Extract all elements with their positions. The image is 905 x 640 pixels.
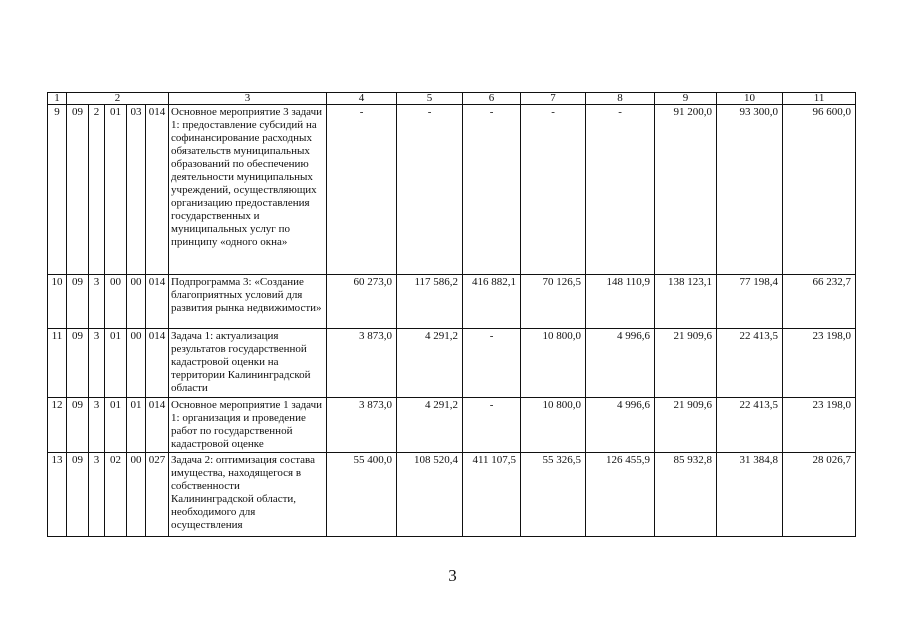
code-cell: 09 [67, 105, 89, 275]
code-cell: 01 [105, 398, 127, 453]
value-cell: 96 600,0 [783, 105, 856, 275]
value-cell: - [463, 105, 521, 275]
page-number: 3 [448, 566, 457, 585]
header-col-3: 3 [169, 93, 327, 105]
code-cell: 01 [127, 398, 146, 453]
item-name: Подпрограмма 3: «Создание благоприятных условий для развития рынка недвижимости» [169, 275, 327, 329]
header-col-2: 2 [67, 93, 169, 105]
header-row [48, 93, 856, 105]
code-cell: 00 [105, 275, 127, 329]
value-cell: 66 232,7 [783, 275, 856, 329]
value-cell: 77 198,4 [717, 275, 783, 329]
code-cell: 09 [67, 275, 89, 329]
code-cell: 09 [67, 329, 89, 398]
value-cell: - [586, 105, 655, 275]
value-cell: 55 400,0 [327, 453, 397, 537]
value-cell: 31 384,8 [717, 453, 783, 537]
value-cell: 4 996,6 [586, 329, 655, 398]
code-cell: 02 [105, 453, 127, 537]
row-number: 11 [48, 329, 67, 398]
value-cell: - [397, 105, 463, 275]
value-cell: 4 291,2 [397, 398, 463, 453]
value-cell: 10 800,0 [521, 398, 586, 453]
value-cell: 10 800,0 [521, 329, 586, 398]
value-cell: 28 026,7 [783, 453, 856, 537]
value-cell: 126 455,9 [586, 453, 655, 537]
header-col-1: 1 [48, 93, 67, 105]
code-cell: 014 [146, 105, 169, 275]
value-cell: 93 300,0 [717, 105, 783, 275]
header-col-4: 4 [327, 93, 397, 105]
value-cell: 91 200,0 [655, 105, 717, 275]
value-cell: 22 413,5 [717, 398, 783, 453]
value-cell: 70 126,5 [521, 275, 586, 329]
code-cell: 3 [89, 453, 105, 537]
value-cell: 60 273,0 [327, 275, 397, 329]
value-cell: 21 909,6 [655, 398, 717, 453]
code-cell: 09 [67, 398, 89, 453]
code-cell: 09 [67, 453, 89, 537]
table-row [48, 398, 856, 453]
row-number: 13 [48, 453, 67, 537]
code-cell: 3 [89, 275, 105, 329]
item-name: Задача 2: оптимизация состава имущества, находящегося в собственности Калининградской области, необходимого для осуществления [169, 453, 327, 537]
budget-table [47, 92, 856, 537]
value-cell: - [463, 398, 521, 453]
value-cell: - [521, 105, 586, 275]
table-row [48, 329, 856, 398]
code-cell: 00 [127, 329, 146, 398]
value-cell: 138 123,1 [655, 275, 717, 329]
code-cell: 014 [146, 398, 169, 453]
table-row [48, 105, 856, 275]
code-cell: 03 [127, 105, 146, 275]
value-cell: - [463, 329, 521, 398]
item-name: Задача 1: актуализация результатов государственной кадастровой оценки на территории Калининградской области [169, 329, 327, 398]
code-cell: 3 [89, 329, 105, 398]
header-col-10: 10 [717, 93, 783, 105]
code-cell: 3 [89, 398, 105, 453]
value-cell: 108 520,4 [397, 453, 463, 537]
value-cell: 22 413,5 [717, 329, 783, 398]
code-cell: 01 [105, 105, 127, 275]
code-cell: 2 [89, 105, 105, 275]
code-cell: 014 [146, 275, 169, 329]
value-cell: 411 107,5 [463, 453, 521, 537]
code-cell: 00 [127, 275, 146, 329]
header-col-6: 6 [463, 93, 521, 105]
value-cell: 416 882,1 [463, 275, 521, 329]
value-cell: 23 198,0 [783, 329, 856, 398]
value-cell: 4 996,6 [586, 398, 655, 453]
value-cell: 85 932,8 [655, 453, 717, 537]
row-number: 12 [48, 398, 67, 453]
code-cell: 014 [146, 329, 169, 398]
item-name: Основное мероприятие 1 задачи 1: организация и проведение работ по государственной кадастровой оценке [169, 398, 327, 453]
value-cell: 21 909,6 [655, 329, 717, 398]
row-number: 9 [48, 105, 67, 275]
header-col-8: 8 [586, 93, 655, 105]
value-cell: 4 291,2 [397, 329, 463, 398]
item-name: Основное мероприятие 3 задачи 1: предоставление субсидий на софинансирование расходных обязательств муниципальных образований по обеспечению деятельности муниципальных учреждений, осуществляющих организацию предоставления государственных и муниципальных услуг по принципу «одного окна» [169, 105, 327, 275]
header-col-7: 7 [521, 93, 586, 105]
value-cell: 3 873,0 [327, 329, 397, 398]
value-cell: 117 586,2 [397, 275, 463, 329]
header-col-9: 9 [655, 93, 717, 105]
code-cell: 01 [105, 329, 127, 398]
value-cell: - [327, 105, 397, 275]
code-cell: 027 [146, 453, 169, 537]
value-cell: 23 198,0 [783, 398, 856, 453]
header-col-5: 5 [397, 93, 463, 105]
table-row [48, 275, 856, 329]
value-cell: 55 326,5 [521, 453, 586, 537]
header-col-11: 11 [783, 93, 856, 105]
row-number: 10 [48, 275, 67, 329]
code-cell: 00 [127, 453, 146, 537]
value-cell: 148 110,9 [586, 275, 655, 329]
table-row [48, 453, 856, 537]
value-cell: 3 873,0 [327, 398, 397, 453]
